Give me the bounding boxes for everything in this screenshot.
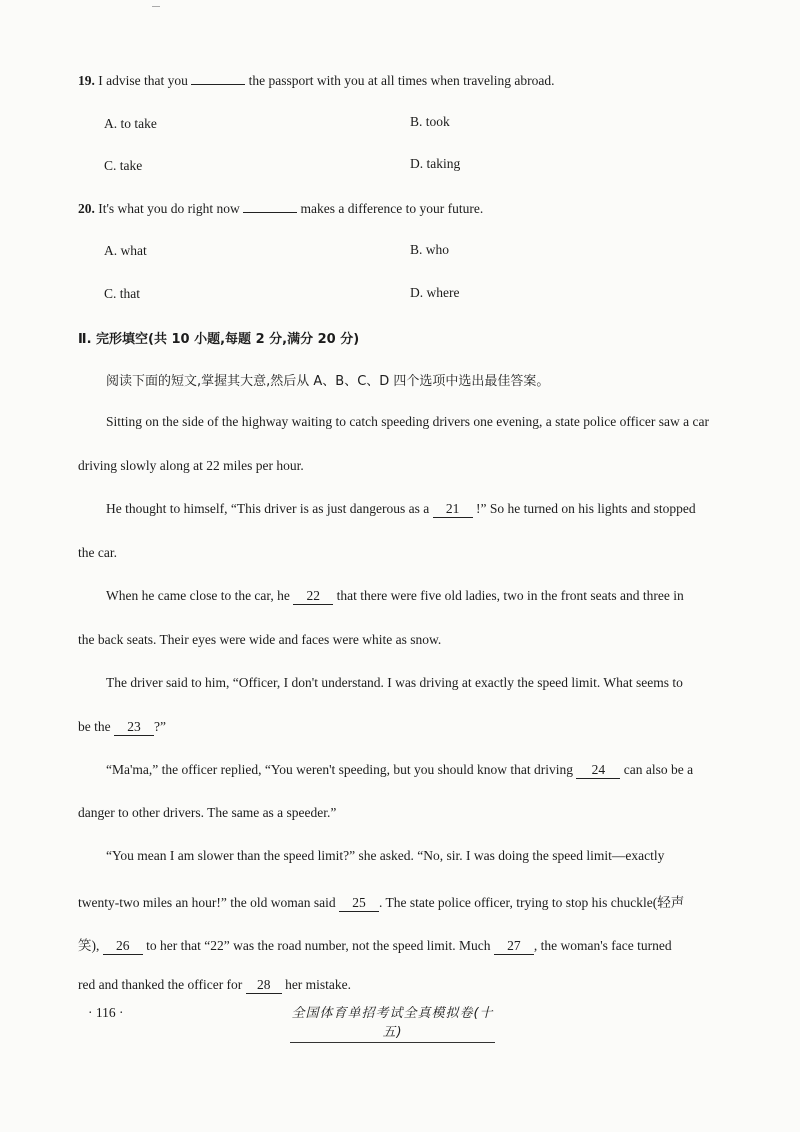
option-a: A. to take xyxy=(104,116,157,131)
scan-mark xyxy=(152,0,160,7)
passage-line: He thought to himself, “This driver is as just dangerous as a 21 !” So he turned on his lights and stopped xyxy=(106,501,696,516)
passage-line: the car. xyxy=(78,545,117,560)
question-number: 20. xyxy=(78,201,95,216)
blank-21: 21 xyxy=(433,501,473,518)
passage-line: Sitting on the side of the highway waiting to catch speeding drivers one evening, a state police officer saw a car xyxy=(106,414,709,429)
question-stem-end: the passport with you at all times when traveling abroad. xyxy=(248,73,555,88)
blank-28: 28 xyxy=(246,977,282,994)
passage-line: 笑), 26 to her that “22” was the road number, not the speed limit. Much 27 , the woman's face turned xyxy=(78,938,672,953)
question-stem-start: I advise that you xyxy=(98,73,188,88)
question-number: 19. xyxy=(78,73,95,88)
option-d: D. taking xyxy=(410,156,461,171)
passage-line: the back seats. Their eyes were wide and faces were white as snow. xyxy=(78,632,442,647)
option-c: C. take xyxy=(104,158,143,173)
option-a: A. what xyxy=(104,243,147,258)
blank-26: 26 xyxy=(103,938,143,955)
passage-line: red and thanked the officer for 28 her mistake. xyxy=(78,977,352,992)
blank-22: 22 xyxy=(293,588,333,605)
passage-line: twenty-two miles an hour!” the old woman said 25 . The state police officer, trying to stop his chuckle(轻声 xyxy=(78,895,685,910)
option-d: D. where xyxy=(410,285,460,300)
question-stem-end: makes a difference to your future. xyxy=(300,201,484,216)
page-number: · 116 · xyxy=(88,1005,124,1020)
passage-line: “Ma'ma,” the officer replied, “You weren't speeding, but you should know that driving 24 can also be a xyxy=(106,762,694,777)
blank-27: 27 xyxy=(494,938,534,955)
passage-line: be the 23 ?” xyxy=(78,719,166,734)
passage-line: When he came close to the car, he 22 that there were five old ladies, two in the front seats and three in xyxy=(106,588,684,603)
answer-blank xyxy=(191,72,245,85)
blank-25: 25 xyxy=(339,895,379,912)
blank-23: 23 xyxy=(114,719,154,736)
answer-blank xyxy=(243,200,297,213)
option-b: B. took xyxy=(410,114,450,129)
option-b: B. who xyxy=(410,242,450,257)
passage-line: danger to other drivers. The same as a speeder.” xyxy=(78,805,337,820)
passage-line: driving slowly along at 22 miles per hour. xyxy=(78,458,304,473)
blank-24: 24 xyxy=(576,762,620,779)
question-stem-start: It's what you do right now xyxy=(98,201,240,216)
passage-line: The driver said to him, “Officer, I don't understand. I was driving at exactly the speed limit. What seems to xyxy=(106,675,683,690)
section-title: Ⅱ. 完形填空(共 10 小题,每题 2 分,满分 20 分) xyxy=(78,332,360,347)
passage-line: “You mean I am slower than the speed limit?” she asked. “No, sir. I was doing the speed limit—exactly xyxy=(106,848,665,863)
option-c: C. that xyxy=(104,286,141,301)
footer-title: 全国体育单招考试全真模拟卷(十五) xyxy=(290,1002,495,1043)
question-19 xyxy=(78,72,555,89)
section-instruction: 阅读下面的短文,掌握其大意,然后从 A、B、C、D 四个选项中选出最佳答案。 xyxy=(106,374,550,389)
question-20 xyxy=(78,200,483,217)
